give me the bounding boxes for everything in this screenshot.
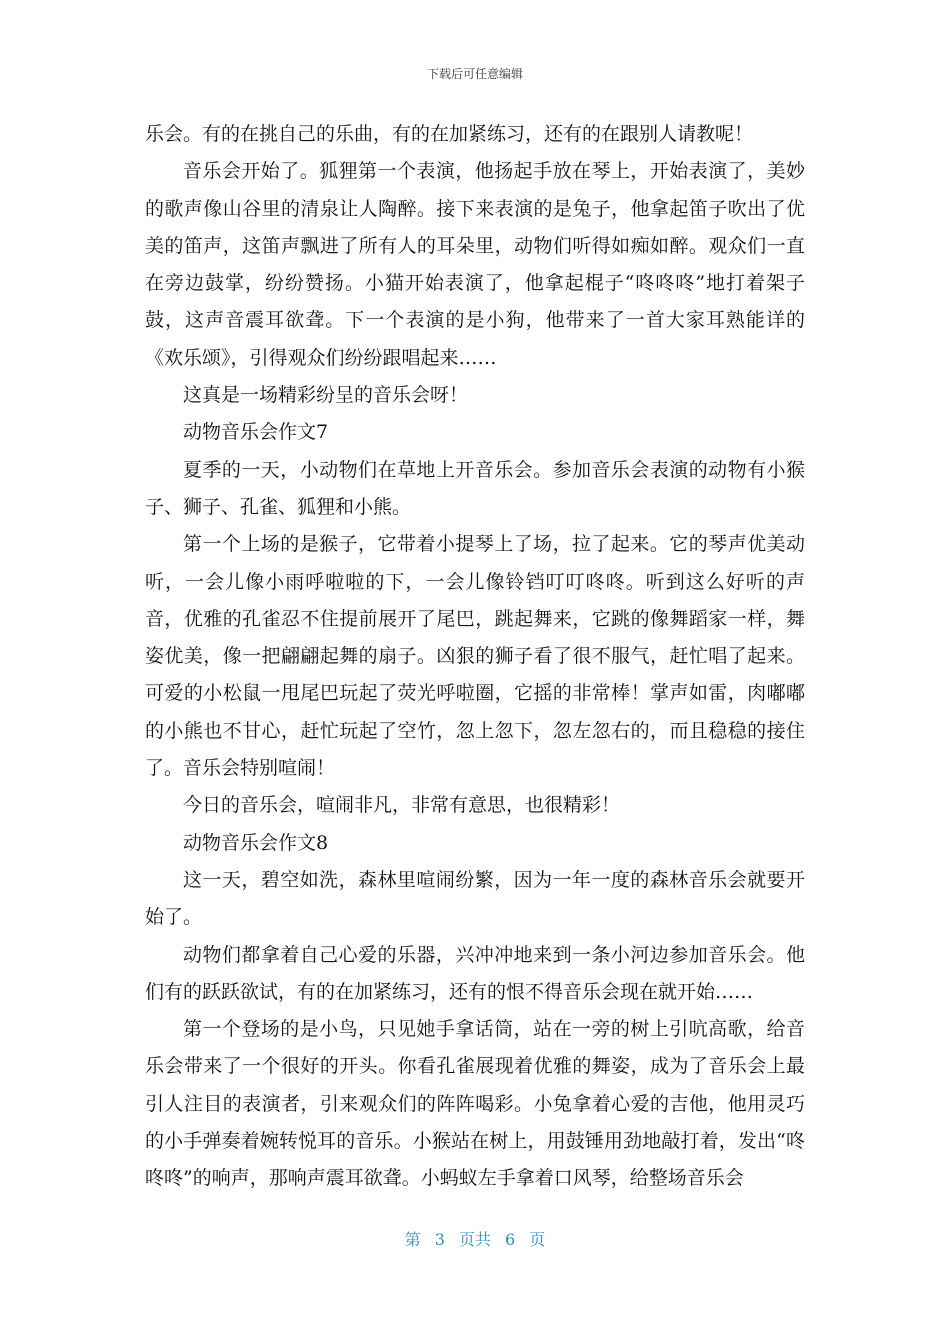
section-title: 动物音乐会作文7 xyxy=(183,421,329,444)
document-body xyxy=(145,116,805,1198)
paragraph: 乐会。有的在挑自己的乐曲，有的在加紧练习，还有的在跟别人请教呢！ xyxy=(145,123,754,145)
paragraph: 这真是一场精彩纷呈的音乐会呀！ xyxy=(183,384,469,407)
paragraph: 这一天，碧空如洗，森林里喧闹纷繁，因为一年一度的森林音乐会就要开始了。 xyxy=(145,868,805,929)
footer-label-page-end: 页 xyxy=(529,1230,546,1249)
paragraph: 音乐会开始了。狐狸第一个表演，他扬起手放在琴上，开始表演了，美妙的歌声像山谷里的清泉让人陶醉。接下来表演的是兔子，他拿起笛子吹出了优美的笛声，这笛声飘进了所有人的耳朵里，动物们听得如痴如醉。观众们一直在旁边鼓掌，纷纷赞扬。小猫开始表演了，他拿起棍子“咚咚咚”地打着架子鼓，这声音震耳欲聋。下一个表演的是小狗，他带来了一首大家耳熟能详的《欢乐颂》，引得观众们纷纷跟唱起来…… xyxy=(145,160,805,369)
paragraph: 今日的音乐会，喧闹非凡，非常有意思，也很精彩！ xyxy=(183,794,621,817)
paragraph: 第一个上场的是猴子，它带着小提琴上了场，拉了起来。它的琴声优美动听，一会儿像小雨呼啦啦的下，一会儿像铃铛叮叮咚咚。听到这么好听的声音，优雅的孔雀忍不住提前展开了尾巴，跳起舞来，它跳的像舞蹈家一样，舞姿优美，像一把翩翩起舞的扇子。凶狠的狮子看了很不服气，赶忙唱了起来。可爱的小松鼠一甩尾巴玩起了荧光呼啦圈，它摇的非常棒！掌声如雷，肉嘟嘟的小熊也不甘心，赶忙玩起了空竹，忽上忽下，忽左忽右的，而且稳稳的接住了。音乐会特别喧闹！ xyxy=(145,533,805,780)
page-footer xyxy=(0,1229,950,1251)
section-title: 动物音乐会作文8 xyxy=(183,831,329,854)
footer-label-page: 第 xyxy=(404,1230,421,1249)
paragraph: 动物们都拿着自己心爱的乐器，兴冲冲地来到一条小河边参加音乐会。他们有的跃跃欲试，有的在加紧练习，还有的恨不得音乐会现在就开始…… xyxy=(145,943,805,1003)
paragraph: 夏季的一天，小动物们在草地上开音乐会。参加音乐会表演的动物有小猴子、狮子、孔雀、狐狸和小熊。 xyxy=(145,458,805,518)
footer-current-page: 3 xyxy=(434,1230,445,1249)
paragraph: 第一个登场的是小鸟，只见她手拿话筒，站在一旁的树上引吭高歌，给音乐会带来了一个很好的开头。你看孔雀展现着优雅的舞姿，成为了音乐会上最引人注目的表演者，引来观众们的阵阵喝彩。小兔拿着心爱的吉他，他用灵巧的小手弹奏着婉转悦耳的音乐。小猴站在树上，用鼓锤用劲地敲打着，发出“咚咚咚”的响声，那响声震耳欲聋。小蚂蚁左手拿着口风琴，给整场音乐会 xyxy=(145,1018,805,1190)
footer-total-pages: 6 xyxy=(505,1230,516,1249)
page-header: 下载后可任意编辑 xyxy=(426,67,523,81)
footer-label-of: 页共 xyxy=(458,1230,491,1249)
